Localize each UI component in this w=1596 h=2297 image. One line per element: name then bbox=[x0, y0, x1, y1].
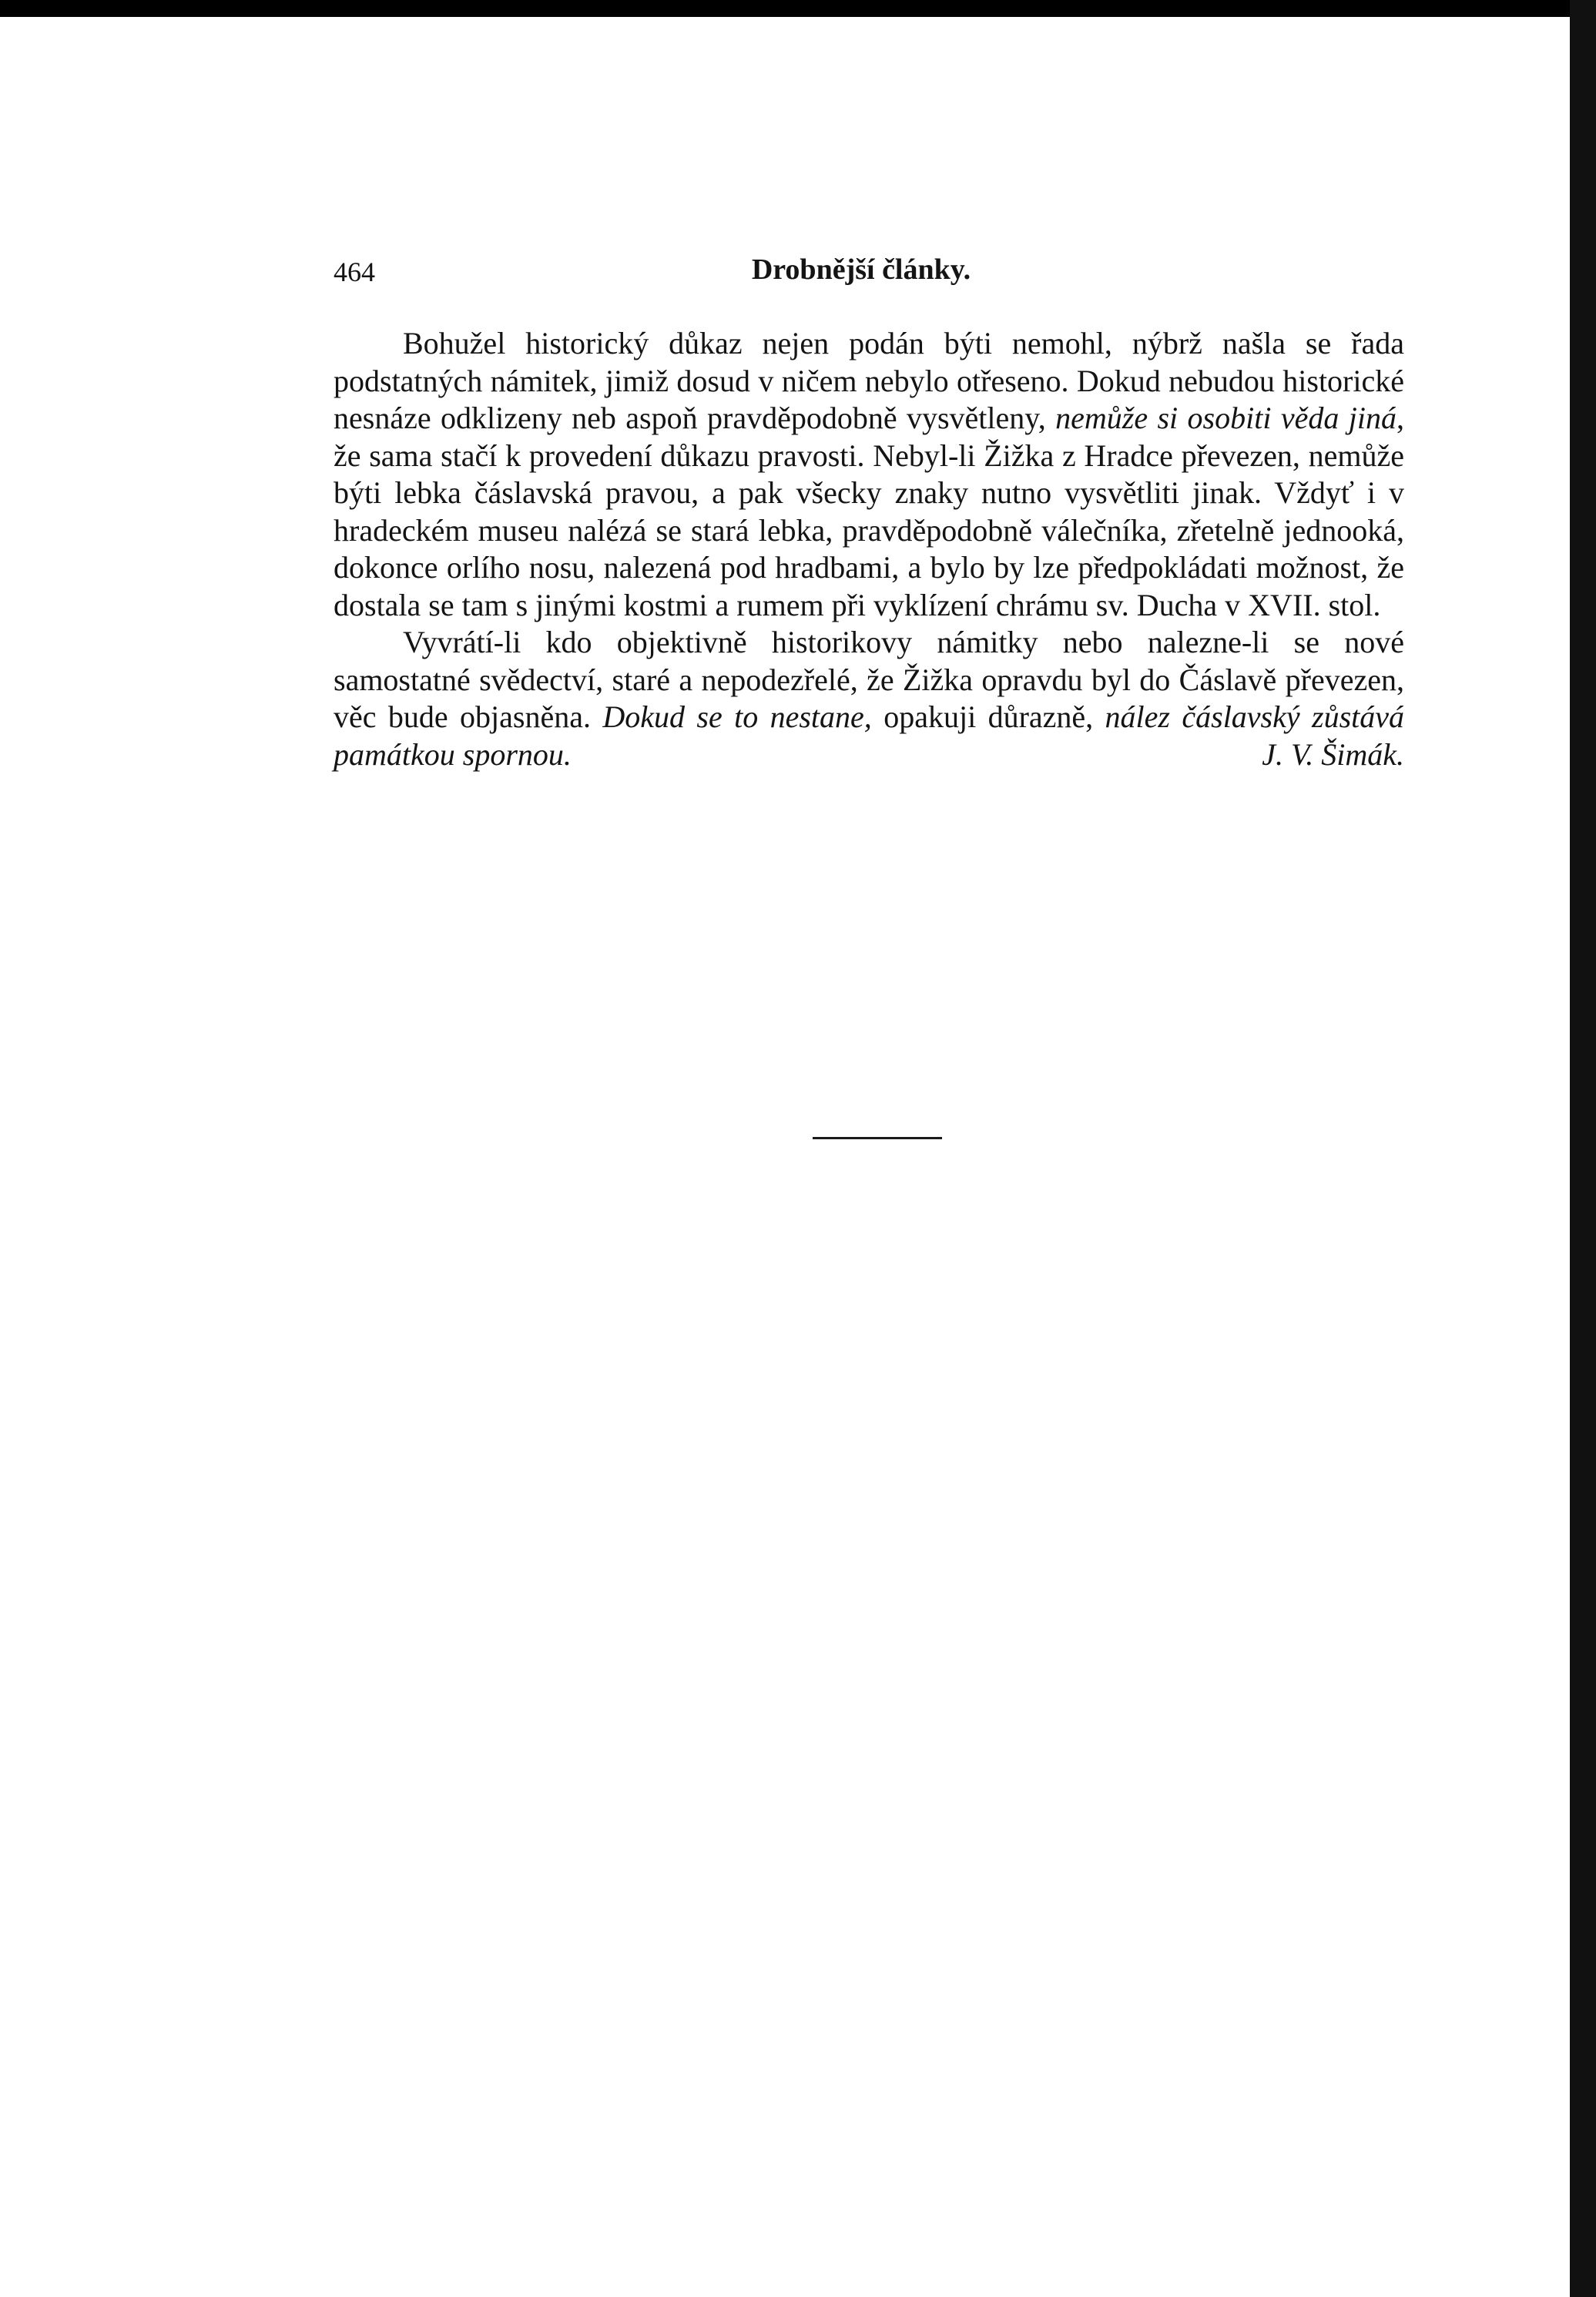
paragraph-1-italic: nemůže si osobiti věda jiná bbox=[1055, 401, 1397, 435]
paragraph-2-text-b: opakuji důrazně, bbox=[871, 699, 1105, 734]
paragraph-1-text-a: Bohužel historický důkaz nejen podán býti nemohl, nýbrž našla se řada podstatných námitek, jimiž dosud v ničem nebylo otřeseno. Dokud nebudou historické nesnáze odklizeny neb aspoň pravděpodobně vysvětleny, bbox=[334, 326, 1404, 435]
section-divider bbox=[813, 1137, 942, 1139]
paragraph-2-italic-a: Dokud se to nestane, bbox=[602, 699, 872, 734]
running-head: Drobnější články. bbox=[751, 253, 971, 286]
page-number: 464 bbox=[334, 257, 375, 287]
scan-edge bbox=[1570, 0, 1596, 2297]
article-text bbox=[334, 325, 1404, 773]
author-signature: J. V. Šimák. bbox=[1262, 736, 1404, 772]
paragraph-1-text-b: , že sama stačí k provedení důkazu pravosti. Nebyl-li Žižka z Hradce převezen, nemůže býti lebka čáslavská pravou, a pak všecky znaky nutno vysvětliti jinak. Vždyť i v hradeckém museu nalézá se stará lebka, pravděpodobně válečníka, zřetelně jednooká, dokonce orlího nosu, nalezená pod hradbami, a bylo by lze předpokládati možnost, že dostala se tam s jinými kostmi a rumem při vyklízení chrámu sv. Ducha v XVII. stol. bbox=[334, 401, 1405, 622]
paragraph-2 bbox=[334, 624, 1404, 773]
paragraph-2-italic-b: nález čáslavský zůstává památkou spornou. bbox=[334, 699, 1405, 772]
document-page bbox=[0, 17, 1570, 2297]
page-header bbox=[334, 248, 1389, 294]
paragraph-1 bbox=[334, 325, 1404, 624]
paragraph-2-text-a: Vyvrátí-li kdo objektivně historikovy námitky nebo nalezne-li se nové samostatné svědectví, staré a nepodezřelé, že Žižka opravdu byl do Čáslavě převezen, věc bude objasněna. bbox=[334, 625, 1404, 734]
